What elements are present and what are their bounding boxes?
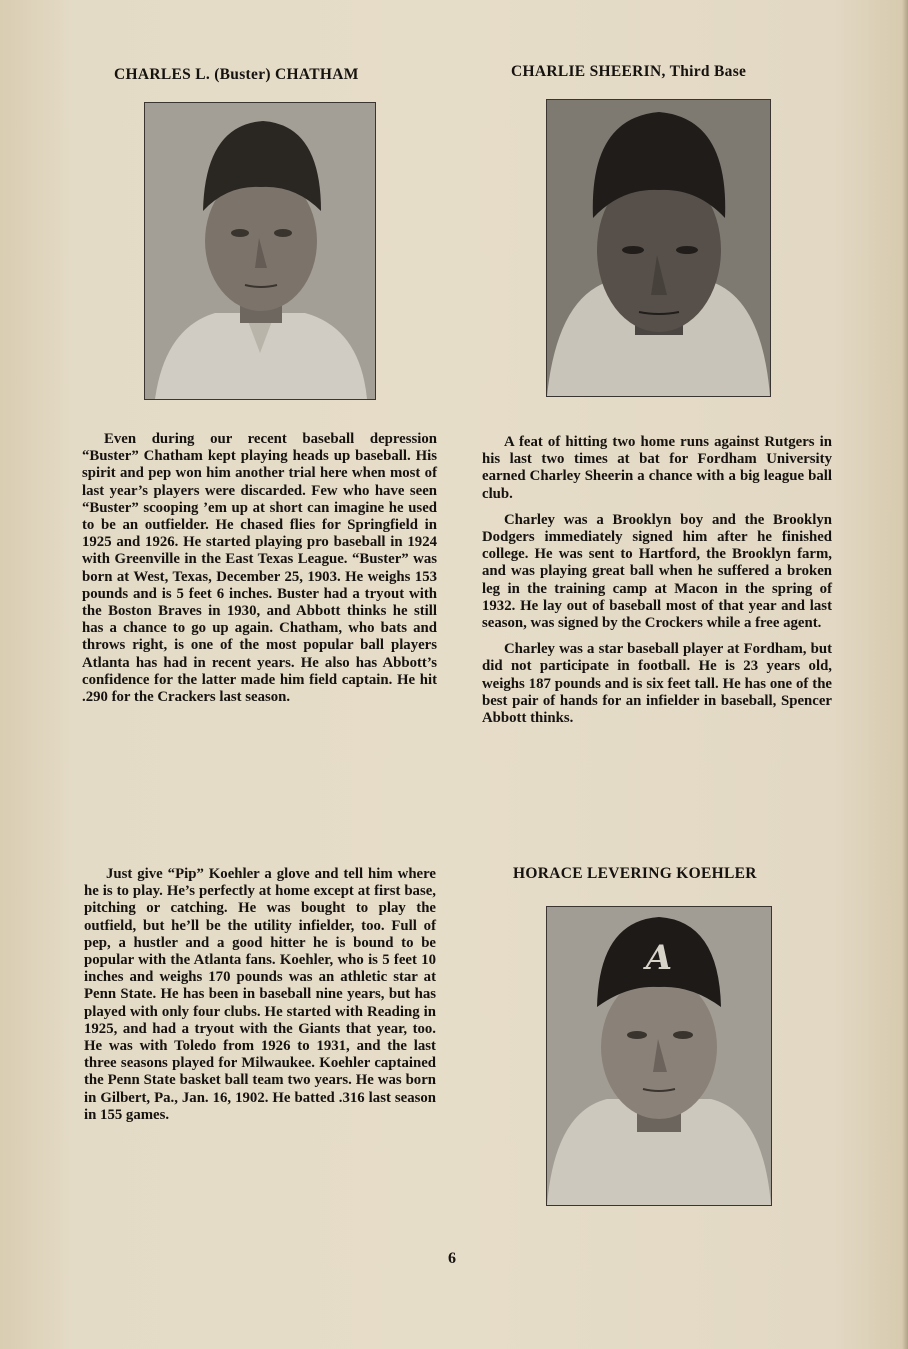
sheerin-bio-paragraph: Charley was a star baseball player at Fordham, but did not participate in football. He is 23 years old, weighs 187 pounds and is six feet tall. He has one of the best pair of hands for an infielder in baseball, Spencer Abbott thinks.: [482, 641, 832, 727]
sheerin-portrait-icon: [547, 100, 770, 396]
koehler-portrait-icon: [547, 907, 771, 1205]
chatham-bio-paragraph: Even during our recent baseball depression “Buster” Chatham kept playing heads up baseball. His spirit and pep won him another trial here when most of last year’s players were discarded. Few who have seen “Buster” scooping ’em up at short can imagine he used to be an outfielder. He chased flies for Springfield in 1925 and 1926. He started playing pro baseball in 1924 with Greenville in the East Texas League. “Buster” was born at West, Texas, December 25, 1903. He weighs 153 pounds and is 5 feet 6 inches. Buster had a tryout with the Boston Braves in 1930, and Abbott thinks he still has a chance to go up again. Chatham, who bats and throws right, is one of the most popular ball players Atlanta has had in recent years. He also has Abbott’s confidence for the latter made him field captain. He hit .290 for the Crackers last season.: [82, 431, 437, 706]
sheerin-heading: CHARLIE SHEERIN, Third Base: [511, 63, 747, 80]
sheerin-bio-paragraph: Charley was a Brooklyn boy and the Brooklyn Dodgers immediately signed him after he finished college. He was sent to Hartford, the Brooklyn farm, and was playing great ball when he suffered a broken leg in the training camp at Macon in the spring of 1932. He lay out of baseball most of that year and last season, was signed by the Crockers while a free agent.: [482, 511, 832, 632]
cap-letter: A: [645, 938, 673, 978]
koehler-photo: [546, 906, 772, 1206]
page-number: 6: [448, 1250, 456, 1267]
page-edge-shadow: [902, 0, 908, 1349]
chatham-heading: CHARLES L. (Buster) CHATHAM: [114, 66, 359, 83]
chatham-photo: [144, 102, 376, 400]
koehler-bio-paragraph: Just give “Pip” Koehler a glove and tell him where he is to play. He’s perfectly at home except at first base, pitching or catching. He was bought to play the outfield, but he’ll be the utility infielder, too. Full of pep, a hustler and a good hitter he is bound to be popular with the Atlanta fans. Koehler, who is 5 feet 10 inches and weighs 170 pounds was an athletic star at Penn State. He has been in baseball nine years, but has played with only four clubs. He started with Reading in 1925, and had a tryout with the Giants that year, too. He was with Toledo from 1926 to 1931, and the last three seasons played for Milwaukee. Koehler captained the Penn State basket ball team two years. He was born in Gilbert, Pa., Jan. 16, 1902. He batted .316 last season in 155 games.: [84, 866, 436, 1123]
koehler-heading: HORACE LEVERING KOEHLER: [513, 865, 757, 882]
chatham-bio: [82, 431, 437, 715]
koehler-bio: [84, 866, 436, 1133]
sheerin-photo: [546, 99, 771, 397]
sheerin-bio-paragraph: A feat of hitting two home runs against Rutgers in his last two times at bat for Fordham University earned Charley Sheerin a chance with a big league ball club.: [482, 434, 832, 502]
chatham-portrait-icon: [145, 103, 375, 399]
sheerin-bio: [482, 434, 832, 736]
